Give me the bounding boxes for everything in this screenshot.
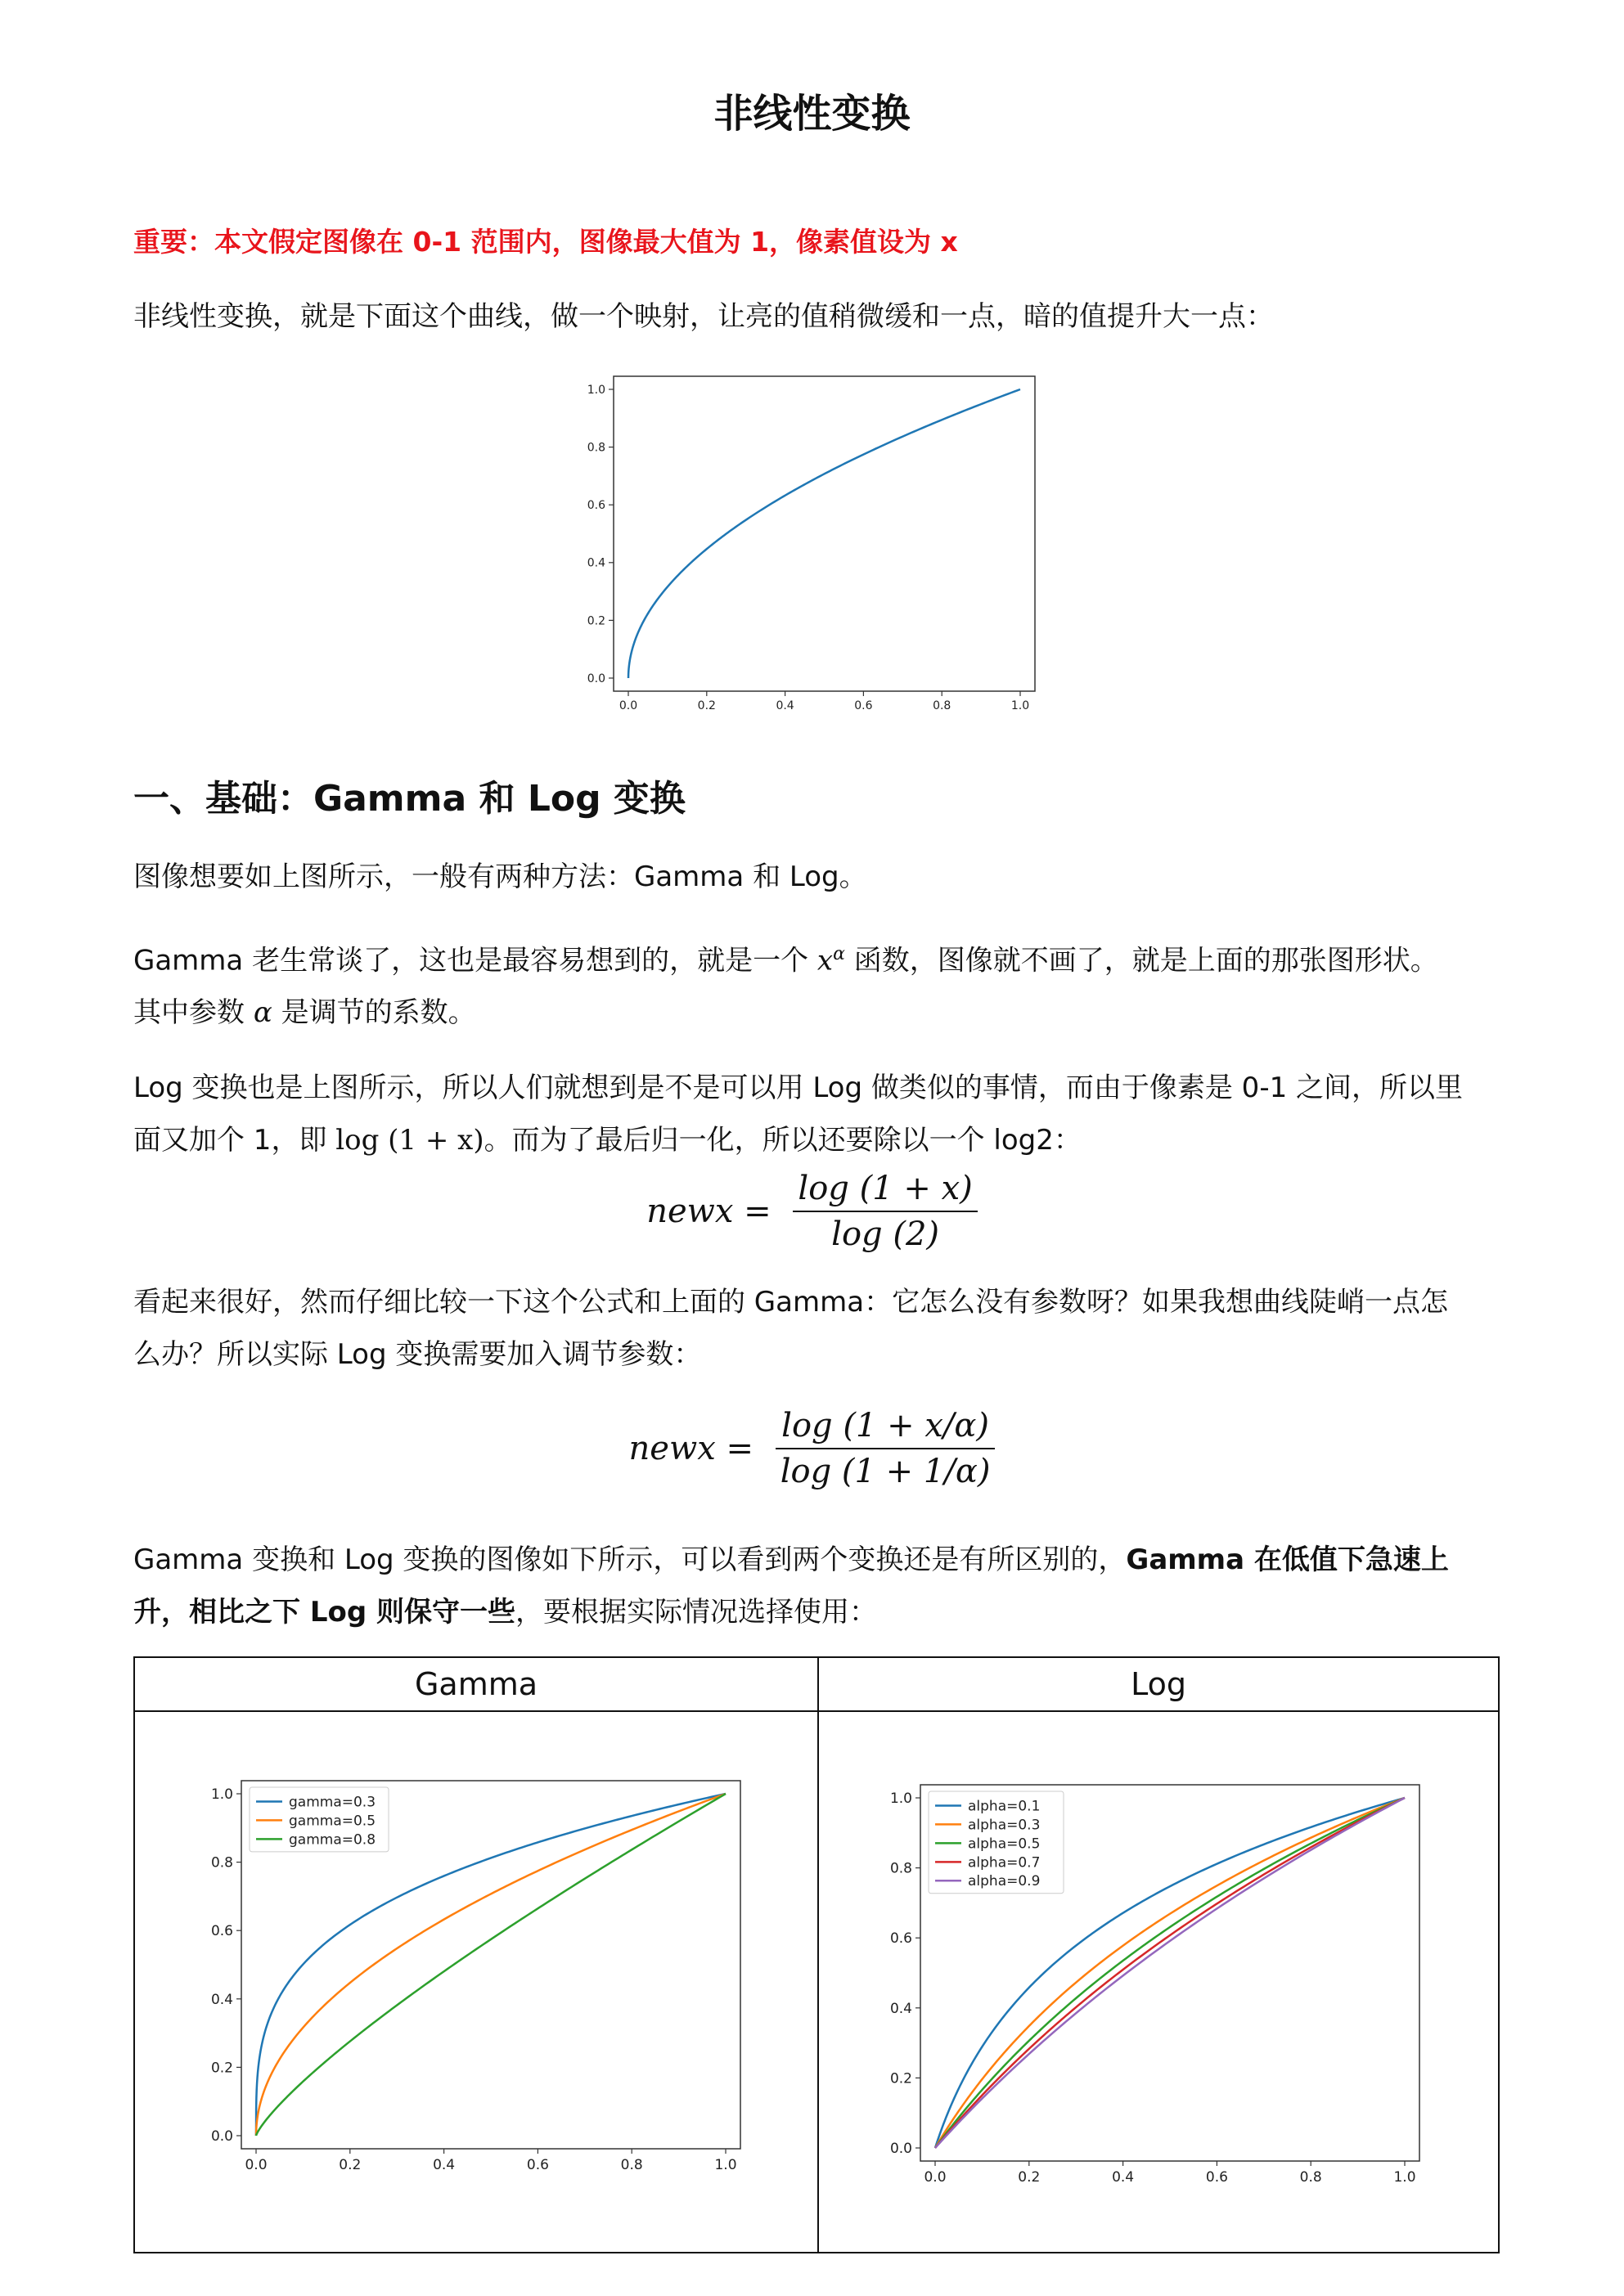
legend-label: alpha=0.3 bbox=[968, 1817, 1041, 1834]
x-tick-label: 0.8 bbox=[933, 699, 951, 712]
y-tick-label: 0.6 bbox=[587, 499, 605, 513]
comparison-table bbox=[133, 1656, 1500, 2253]
x-tick-label: 0.6 bbox=[526, 2157, 549, 2173]
sqrt-curve-chart bbox=[565, 368, 1055, 728]
plot-frame bbox=[614, 376, 1035, 691]
x-tick-label: 0.4 bbox=[433, 2157, 456, 2173]
table-header-gamma: Gamma bbox=[414, 1666, 538, 1702]
y-tick-label: 0.0 bbox=[587, 672, 605, 685]
methods-paragraph: 图像想要如上图所示，一般有两种方法：Gamma 和 Log。 bbox=[133, 860, 867, 893]
section-heading: 一、基础：Gamma 和 Log 变换 bbox=[133, 778, 686, 820]
x-tick-label: 0.4 bbox=[776, 699, 794, 712]
intro-paragraph: 非线性变换，就是下面这个曲线，做一个映射，让亮的值稍微缓和一点，暗的值提升大一点： bbox=[133, 300, 1274, 333]
x-tick-label: 0.0 bbox=[924, 2169, 947, 2186]
x-tick-label: 0.2 bbox=[339, 2157, 362, 2173]
y-tick-label: 0.6 bbox=[210, 1923, 233, 1940]
x-tick-label: 0.6 bbox=[854, 699, 873, 712]
gamma-x-symbol: x bbox=[816, 944, 834, 977]
param-paragraph: 看起来很好，然而仔细比较一下这个公式和上面的 Gamma：它怎么没有参数呀？如果我想曲线陡峭一点怎 么办？所以实际 Log 变换需要加入调节参数： bbox=[133, 1286, 1449, 1371]
y-tick-label: 0.0 bbox=[210, 2128, 233, 2145]
y-tick-label: 1.0 bbox=[587, 383, 605, 397]
x-tick-label: 0.8 bbox=[620, 2157, 643, 2173]
y-tick-label: 0.4 bbox=[210, 1991, 233, 2008]
x-tick-label: 1.0 bbox=[1393, 2169, 1416, 2186]
y-tick-label: 0.6 bbox=[889, 1930, 912, 1948]
gamma-alpha-sup: α bbox=[833, 944, 845, 964]
y-tick-label: 0.4 bbox=[889, 2000, 912, 2017]
legend-label: alpha=0.9 bbox=[968, 1873, 1041, 1890]
y-tick-label: 0.2 bbox=[587, 614, 605, 628]
y-tick-label: 0.8 bbox=[587, 441, 605, 455]
y-tick-label: 0.8 bbox=[889, 1860, 912, 1877]
y-tick-label: 0.8 bbox=[210, 1854, 233, 1871]
x-tick-label: 0.0 bbox=[619, 699, 638, 712]
x-tick-label: 1.0 bbox=[1010, 699, 1030, 712]
important-note: 重要：本文假定图像在 0-1 范围内，图像最大值为 1，像素值设为 x bbox=[133, 226, 958, 258]
y-tick-label: 1.0 bbox=[889, 1790, 912, 1807]
log-inline-formula: log (1 + x) bbox=[335, 1124, 484, 1157]
y-tick-label: 0.4 bbox=[587, 556, 605, 570]
x-tick-label: 0.2 bbox=[697, 699, 716, 712]
compare-paragraph: Gamma 变换和 Log 变换的图像如下所示，可以看到两个变换还是有所区别的，Gamma 在低值下急速上 升，相比之下 Log 则保守一些，要根据实际情况选择使用： bbox=[133, 1543, 1449, 1629]
legend-label: alpha=0.5 bbox=[968, 1835, 1041, 1853]
log-paragraph: Log 变换也是上图所示，所以人们就想到是不是可以用 Log 做类似的事情，而由于像素是 0-1 之间，所以里 面又加个 1，即 log (1 + x)。而为了最后归一化，所以还要除以一个 log2： bbox=[133, 1072, 1464, 1157]
table-header-log: Log bbox=[1131, 1666, 1186, 1702]
y-tick-label: 0.2 bbox=[889, 2070, 912, 2087]
alpha-symbol: α bbox=[253, 996, 272, 1030]
page-title: 非线性变换 bbox=[713, 91, 911, 137]
formula-log-alpha: newx = $\frac{\log (1 + x/\alpha)}{\log (1 + 1/\alpha)}$ bbox=[0, 1407, 1624, 1490]
x-tick-label: 0.0 bbox=[245, 2157, 268, 2173]
legend-label: gamma=0.3 bbox=[289, 1794, 376, 1811]
formula-log2: newx = $\frac{\log (1 + x)}{\log (2)}$ bbox=[0, 1170, 1624, 1253]
y-tick-label: 0.2 bbox=[210, 2060, 233, 2077]
x-tick-label: 0.4 bbox=[1112, 2169, 1135, 2186]
y-tick-label: 1.0 bbox=[210, 1786, 233, 1803]
x-tick-label: 0.8 bbox=[1299, 2169, 1322, 2186]
gamma-chart bbox=[184, 1748, 790, 2206]
x-tick-label: 0.6 bbox=[1205, 2169, 1228, 2186]
log-chart bbox=[863, 1752, 1469, 2218]
x-tick-label: 0.2 bbox=[1018, 2169, 1041, 2186]
legend-label: alpha=0.7 bbox=[968, 1854, 1041, 1871]
legend-label: gamma=0.8 bbox=[289, 1831, 376, 1849]
legend-label: gamma=0.5 bbox=[289, 1813, 376, 1830]
y-tick-label: 0.0 bbox=[889, 2140, 912, 2157]
series-line-curve bbox=[628, 389, 1020, 678]
legend-label: alpha=0.1 bbox=[968, 1798, 1041, 1815]
x-tick-label: 1.0 bbox=[714, 2157, 737, 2173]
gamma-paragraph: Gamma 老生常谈了，这也是最容易想到的，就是一个 $x^\alpha$ 函数，图像就不画了，就是上面的那张图形状。 其中参数 α 是调节的系数。 bbox=[133, 944, 1438, 1030]
